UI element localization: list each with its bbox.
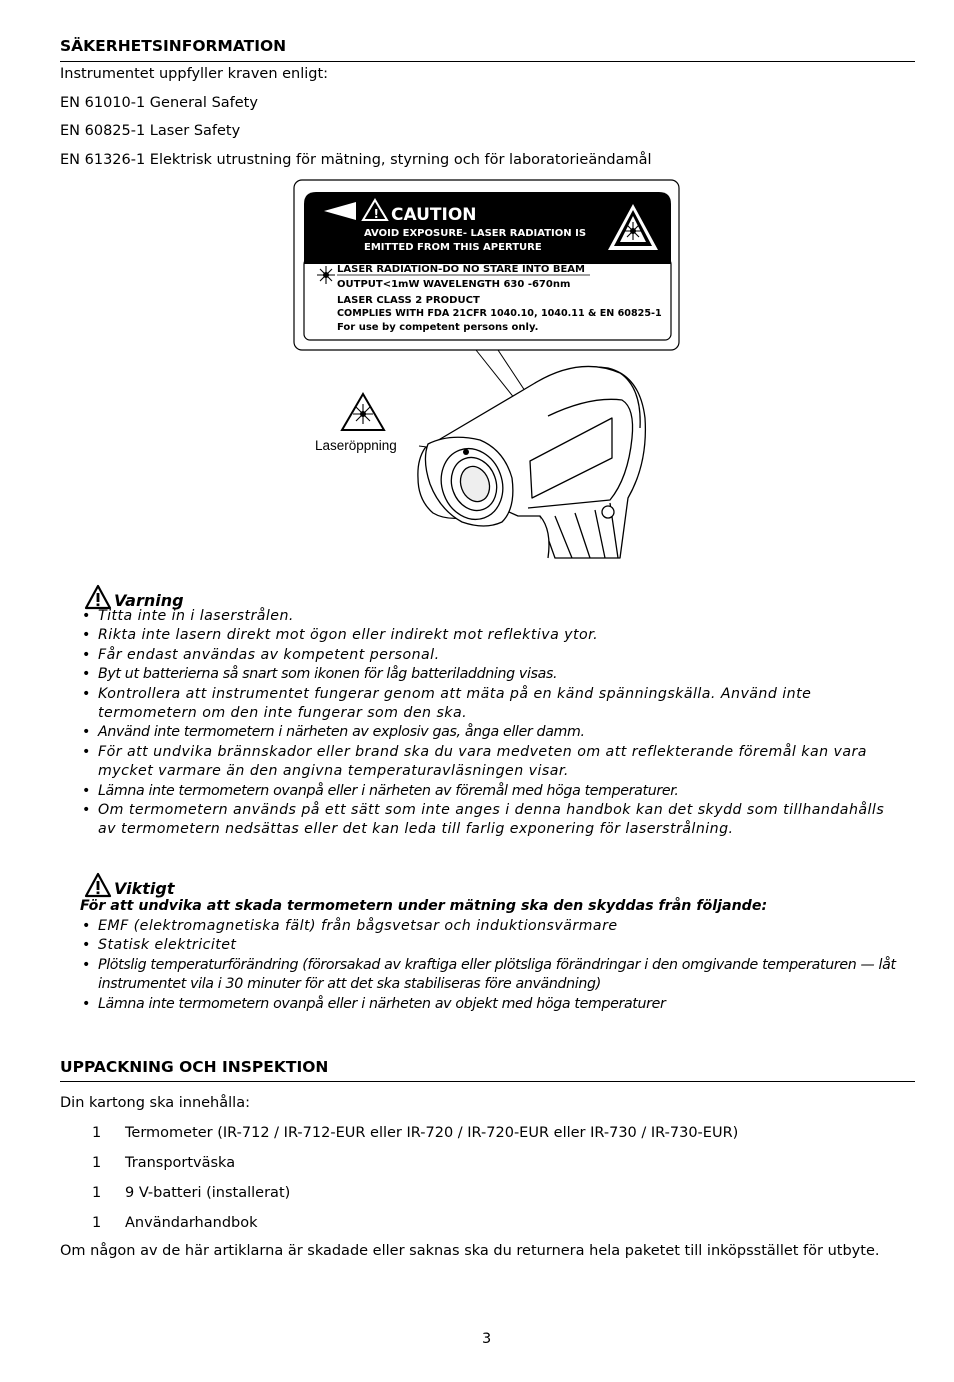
label-avoid-line: AVOID EXPOSURE- LASER RADIATION IS [364, 228, 587, 239]
item-qty: 1 [92, 1155, 102, 1171]
item-qty: 1 [92, 1215, 102, 1231]
label-line: For use by competent persons only. [337, 322, 539, 333]
warning-item: • Använd inte termometern i närheten av explosiv gas, ånga eller damm. [80, 723, 900, 742]
standard-item: EN 61326-1 Elektrisk utrustning för mätning, styrning och för laboratorieändamål [60, 152, 652, 168]
important-lead: För att undvika att skada termometern under mätning ska den skyddas från följande: [80, 898, 768, 914]
label-line: COMPLIES WITH FDA 21CFR 1040.10, 1040.11 & EN 60825-1 [337, 308, 662, 319]
item-text: Termometer (IR-712 / IR-712-EUR eller IR-720 / IR-720-EUR eller IR-730 / IR-730-EUR) [125, 1125, 739, 1141]
item-text: Användarhandbok [125, 1215, 258, 1231]
heading-rule [60, 61, 915, 62]
important-item: • EMF (elektromagnetiska fält) från bågsvetsar och induktionsvärmare [80, 917, 900, 936]
unpack-heading: UPPACKNING OCH INSPEKTION [60, 1058, 329, 1076]
item-text: 9 V-batteri (installerat) [125, 1185, 291, 1201]
important-item: • Statisk elektricitet [80, 936, 900, 955]
label-line: OUTPUT<1mW WAVELENGTH 630 -670nm [337, 279, 571, 290]
thermometer-drawing [418, 366, 646, 558]
laser-warning-icon [342, 394, 384, 430]
warning-item: • Byt ut batterierna så snart som ikonen för låg batteriladdning visas. [80, 665, 900, 684]
warning-item: • Rikta inte lasern direkt mot ögon eller indirekt mot reflektiva ytor. [80, 626, 900, 645]
warning-item: • Kontrollera att instrumentet fungerar genom att mäta på en känd spänningskälla. Använd inte termometern om den inte fungerar som den ska. [80, 685, 900, 724]
important-title: Viktigt [114, 879, 175, 898]
aperture-label: Laseröppning [315, 438, 397, 453]
item-qty: 1 [92, 1125, 102, 1141]
unpack-outro: Om någon av de här artiklarna är skadade eller saknas ska du returnera hela paketet till inköpsstället för utbyte. [60, 1243, 880, 1259]
laser-label-illustration [290, 178, 685, 563]
svg-text:!: ! [373, 207, 379, 221]
important-title-row [84, 872, 174, 898]
page-number: 3 [482, 1331, 492, 1347]
caution-text: CAUTION [391, 205, 477, 225]
label-line: LASER CLASS 2 PRODUCT [337, 295, 480, 306]
label-line: LASER RADIATION-DO NO STARE INTO BEAM [337, 264, 585, 275]
standard-item: EN 61010-1 General Safety [60, 95, 258, 111]
important-list [80, 917, 900, 1014]
warning-item: • Får endast användas av kompetent personal. [80, 646, 900, 665]
warning-icon [84, 872, 112, 898]
safety-intro: Instrumentet uppfyller kraven enligt: [60, 66, 329, 82]
item-text: Transportväska [125, 1155, 236, 1171]
warning-title: Varning [114, 591, 184, 610]
warning-item: • Lämna inte termometern ovanpå eller i närheten av föremål med höga temperaturer. [80, 782, 900, 801]
safety-heading: SÄKERHETSINFORMATION [60, 37, 287, 55]
warning-item: • Om termometern används på ett sätt som inte anges i denna handbok kan det skydd som tillhandahålls av termometern nedsättas eller det kan leda till farlig exponering för laserstrålning. [80, 801, 900, 840]
warning-item: • För att undvika brännskador eller brand ska du vara medveten om att reflekterande föremål kan vara mycket varmare än den angivna temperaturavläsningen visar. [80, 743, 900, 782]
item-qty: 1 [92, 1185, 102, 1201]
important-item: • Plötslig temperaturförändring (förorsakad av kraftiga eller plötsliga förändringar i den omgivande temperaturen — låt instrumentet vila i 30 minuter för att det ska stabiliseras före användning) [80, 956, 900, 995]
warning-list [80, 607, 900, 840]
unpack-intro: Din kartong ska innehålla: [60, 1095, 250, 1111]
heading-rule [60, 1081, 915, 1082]
warning-item: • Titta inte in i laserstrålen. [80, 607, 900, 626]
standard-item: EN 60825-1 Laser Safety [60, 123, 241, 139]
label-avoid-line: EMITTED FROM THIS APERTURE [364, 242, 542, 253]
important-item: • Lämna inte termometern ovanpå eller i närheten av objekt med höga temperaturer [80, 995, 900, 1014]
